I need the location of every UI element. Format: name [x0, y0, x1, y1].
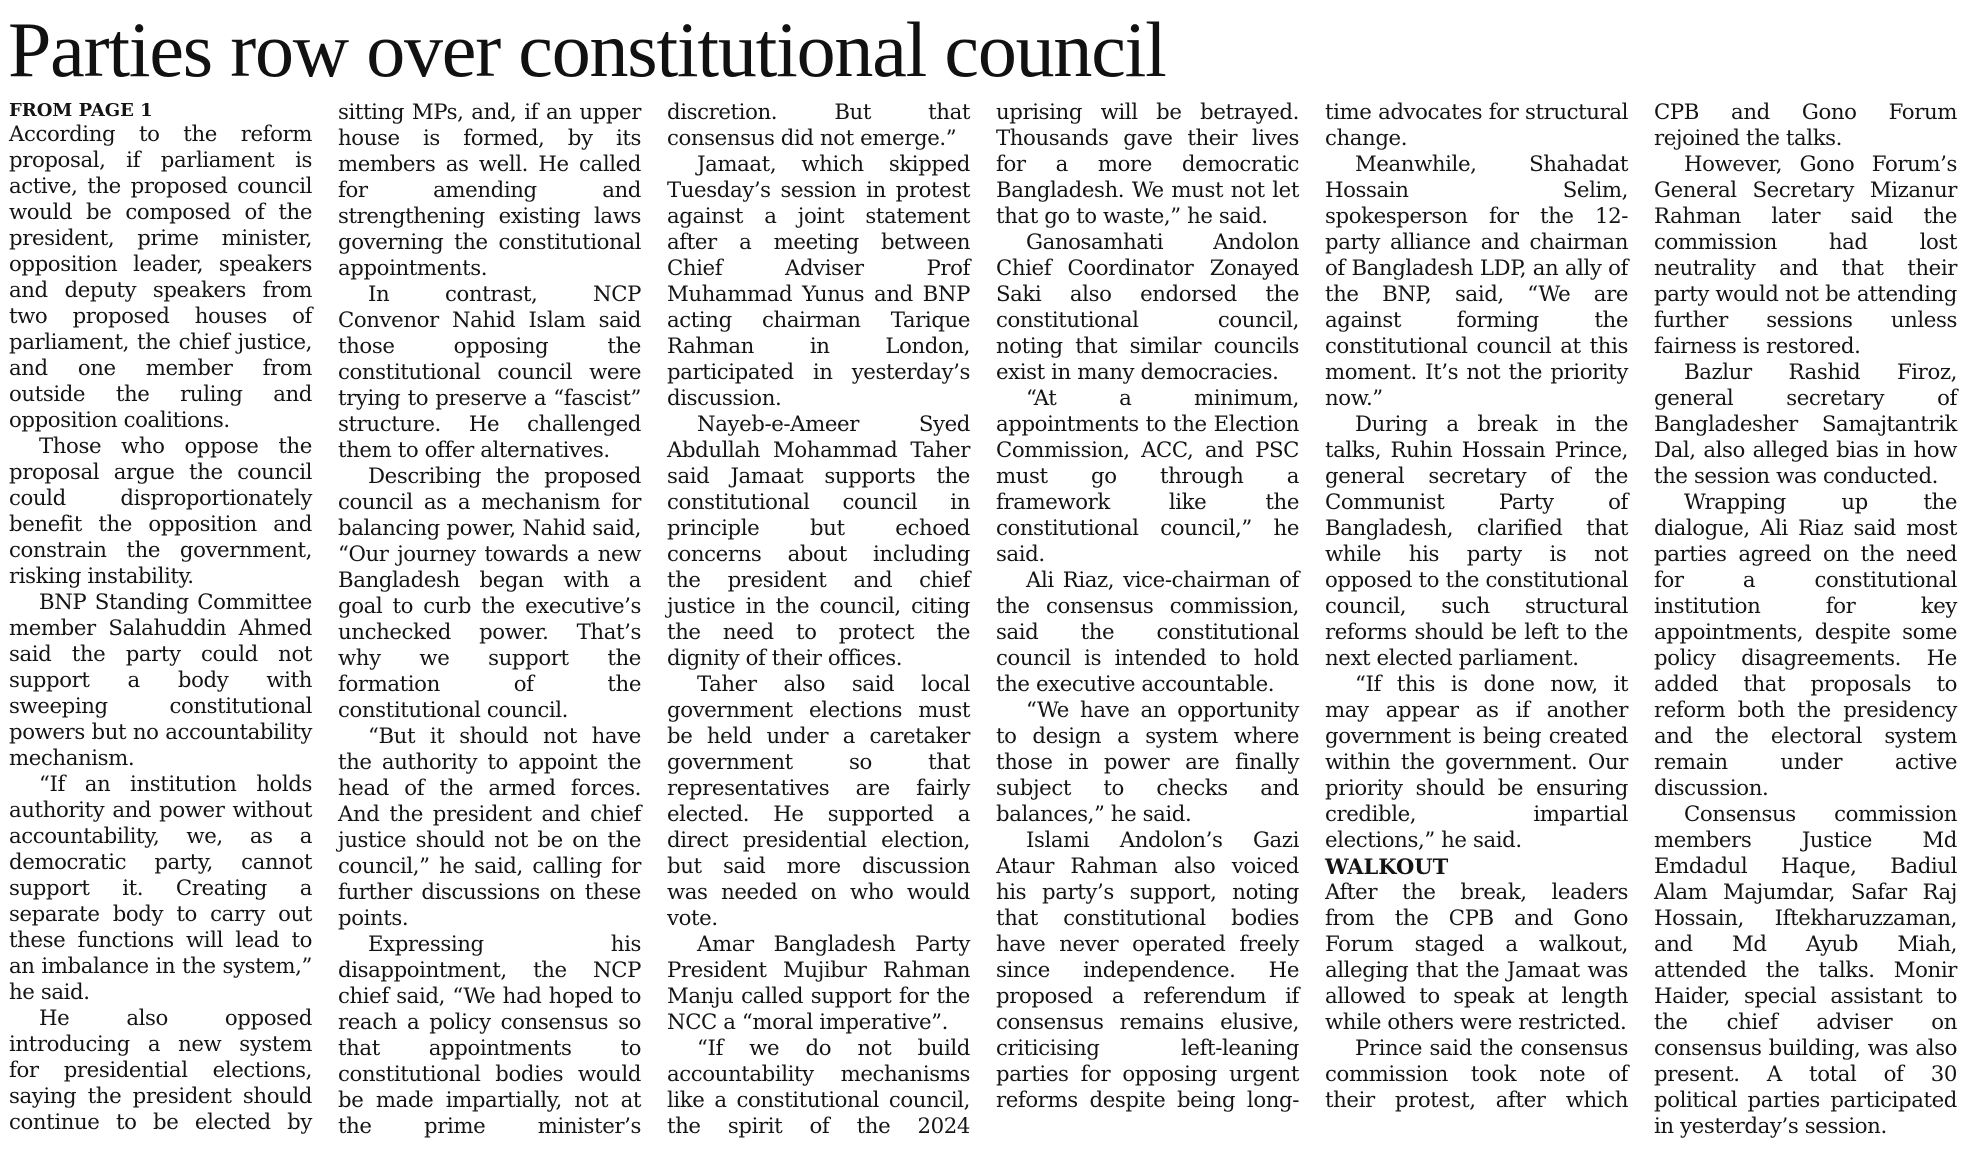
paragraph: However, Gono Forum’s General Secretary Mizanur Rahman later said the commission had lost neutrality and that their party would not be attending further sessions unless fairness is restored.	[1654, 152, 1957, 359]
paragraph: Bazlur Rashid Firoz, general secretary of Bangladesher Samajtantrik Dal, also alleged bias in how the session was conducted.	[1654, 360, 1957, 489]
paragraph: In contrast, NCP Convenor Nahid Islam said those opposing the constitutional council were trying to preserve a “fascist” structure. He challenged them to offer alternatives.	[338, 282, 641, 463]
kicker-from-page: FROM PAGE 1	[9, 100, 153, 121]
paragraph: “At a minimum, appointments to the Election Commission, ACC, and PSC must go through a framework like the constitutional council,” he said.	[996, 386, 1299, 567]
paragraph: Jamaat, which skipped Tuesday’s session in protest against a joint statement after a meeting between Chief Adviser Prof Muhammad Yunus and BNP acting chairman Tarique Rahman in London, participated in yesterday’s discussion.	[667, 152, 970, 411]
paragraph: Meanwhile, Shahadat Hossain Selim, spokesperson for the 12-party alliance and chairman of Bangladesh LDP, an ally of the BNP, said, “We are against forming the constitutional council at this moment. It’s not the priority now.”	[1325, 152, 1628, 411]
paragraph: According to the reform proposal, if parliament is active, the proposed council would be composed of the president, prime minister, opposition leader, speakers and deputy speakers from two proposed houses of parliament, the chief justice, and one member from outside the ruling and opposition coalitions.	[9, 122, 312, 433]
paragraph: Amar Bangladesh Party President Mujibur Rahman Manju called support for the NCC a “moral imperative”.	[667, 932, 970, 1035]
paragraph: “If this is done now, it may appear as if another government is being created within the government. Our priority should be ensuring credible, impartial elections,” he said.	[1325, 672, 1628, 853]
paragraph: During a break in the talks, Ruhin Hossain Prince, general secretary of the Communist Party of Bangladesh, clarified that while his party is not opposed to the constitutional council, such structural reforms should be left to the next elected parliament.	[1325, 412, 1628, 671]
paragraph: Ganosamhati Andolon Chief Coordinator Zonayed Saki also endorsed the constitutional council, noting that similar councils exist in many democracies.	[996, 230, 1299, 385]
paragraph: Describing the proposed council as a mechanism for balancing power, Nahid said, “Our journey towards a new Bangladesh began with a goal to curb the executive’s unchecked power. That’s why we support the formation of the constitutional council.	[338, 464, 641, 723]
paragraph: “If an institution holds authority and power without accountability, we, as a democratic party, cannot support it. Creating a separate body to carry out these functions will lead to an imbalance in the system,” he said.	[9, 772, 312, 1005]
paragraph: Expressing his disappointment, the NCP chief said, “We had hoped to reach a policy consensus so that appointments to constitutional bodies would be made impartially, not at the prime minister’s discretion. But that consensus did not emerge.”	[338, 100, 970, 1139]
paragraph: BNP Standing Committee member Salahuddin Ahmed said the party could not support a body with sweeping constitutional powers but no accountability mechanism.	[9, 590, 312, 771]
paragraph: Nayeb-e-Ameer Syed Abdullah Mohammad Taher said Jamaat supports the constitutional council in principle but echoed concerns about including the president and chief justice in the council, citing the need to protect the dignity of their offices.	[667, 412, 970, 671]
paragraph: Taher also said local government elections must be held under a caretaker government so that representatives are fairly elected. He supported a direct presidential election, but said more discussion was needed on who would vote.	[667, 672, 970, 931]
paragraph: After the break, leaders from the CPB and Gono Forum staged a walkout, alleging that the Jamaat was allowed to speak at length while others were restricted.	[1325, 880, 1628, 1036]
article-body	[9, 100, 1957, 1148]
paragraph: “We have an opportunity to design a system where those in power are finally subject to checks and balances,” he said.	[996, 698, 1299, 827]
paragraph: Prince said the consensus commission took note of their protest, after which CPB and Gono Forum rejoined the talks.	[1325, 100, 1957, 1114]
paragraph: Wrapping up the dialogue, Ali Riaz said most parties agreed on the need for a constitutional institution for key appointments, despite some policy disagreements. He added that proposals to reform both the presidency and the electoral system remain under active discussion.	[1654, 490, 1957, 801]
paragraph: Islami Andolon’s Gazi Ataur Rahman also voiced his party’s support, noting that constitutional bodies have never operated freely since independence. He proposed a referendum if consensus remains elusive, criticising left-leaning parties for opposing urgent reforms despite being long-time advocates for structural change.	[996, 100, 1628, 1113]
paragraph: He also opposed introducing a new system for presidential elections, saying the president should continue to be elected by sitting MPs, and, if an upper house is formed, by its members as well. He called for amending and strengthening existing laws governing the constitutional appointments.	[9, 100, 641, 1135]
paragraph: “But it should not have the authority to appoint the head of the armed forces. And the president and chief justice should not be on the council,” he said, calling for further discussions on these points.	[338, 724, 641, 931]
subhead-walkout: WALKOUT	[1325, 854, 1449, 879]
paragraph: Consensus commission members Justice Md Emdadul Haque, Badiul Alam Majumdar, Safar Raj Hossain, Iftekharuzzaman, and Md Ayub Miah, attended the talks. Monir Haider, special assistant to the chief adviser on consensus building, was also present. A total of 30 political parties participated in yesterday’s session.	[1654, 802, 1957, 1139]
paragraph: Ali Riaz, vice-chairman of the consensus commission, said the constitutional council is intended to hold the executive accountable.	[996, 568, 1299, 697]
headline: Parties row over constitutional council	[8, 6, 1166, 93]
paragraph: Those who oppose the proposal argue the council could disproportionately benefit the opposition and constrain the government, risking instability.	[9, 434, 312, 589]
paragraph: “If we do not build accountability mechanisms like a constitutional council, the spirit of the 2024 uprising will be betrayed. Thousands gave their lives for a more democratic Bangladesh. We must not let that go to waste,” he said.	[667, 100, 1299, 1139]
